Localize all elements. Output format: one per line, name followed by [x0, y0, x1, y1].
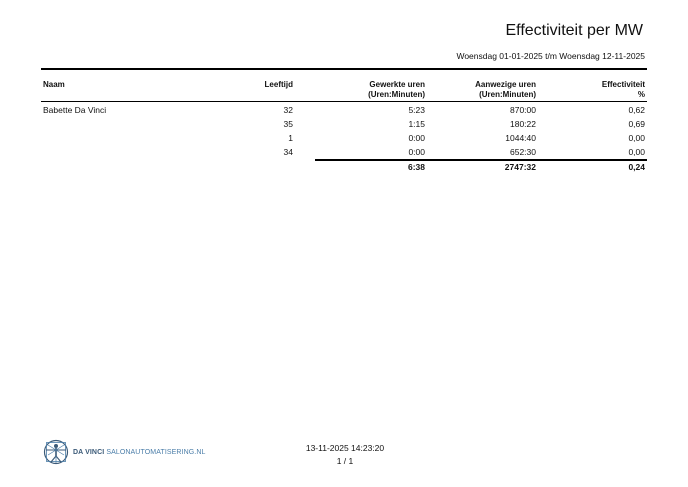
- cell-effectiviteit: 0,00: [628, 133, 645, 143]
- header-aanwezig-line1: Aanwezige uren: [475, 80, 536, 89]
- header-gewerkt-line2: (Uren:Minuten): [368, 90, 425, 99]
- logo-brand: DA VINCI: [73, 448, 105, 456]
- header-leeftijd: [240, 80, 293, 90]
- footer-timestamp: 13-11-2025 14:23:20: [305, 443, 385, 453]
- logo-wordmark: [73, 449, 206, 456]
- cell-gewerkt: 0:00: [408, 133, 425, 143]
- footer-page-number: 1 / 1: [336, 456, 354, 466]
- header-naam: [43, 80, 65, 90]
- cell-leeftijd: 35: [283, 119, 293, 129]
- cell-leeftijd: 1: [288, 133, 293, 143]
- cell-gewerkt: 5:23: [408, 105, 425, 115]
- cell-aanwezig: 180:22: [510, 119, 536, 129]
- cell-effectiviteit: 0,00: [628, 147, 645, 157]
- header-effectiviteit-line2: %: [637, 90, 645, 99]
- top-divider: [41, 68, 647, 70]
- cell-aanwezig: 1044:40: [505, 133, 536, 143]
- report-title: Effectiviteit per MW: [505, 22, 643, 39]
- cell-gewerkt: 0:00: [408, 147, 425, 157]
- cell-leeftijd: 32: [283, 105, 293, 115]
- header-effectiviteit: [570, 80, 645, 100]
- header-gewerkt: [335, 80, 425, 100]
- cell-aanwezig: 870:00: [510, 105, 536, 115]
- header-leeftijd-label: Leeftijd: [264, 80, 293, 89]
- header-naam-label: Naam: [43, 80, 65, 89]
- total-aanwezig: 2747:32: [504, 162, 536, 172]
- logo-site: SALONAUTOMATISERING.NL: [106, 448, 206, 456]
- vitruvian-man-icon: [43, 439, 69, 465]
- header-divider: [41, 101, 647, 102]
- header-aanwezig-line2: (Uren:Minuten): [479, 90, 536, 99]
- header-aanwezig: [446, 80, 536, 100]
- header-gewerkt-line1: Gewerkte uren: [369, 80, 425, 89]
- header-effectiviteit-line1: Effectiviteit: [601, 80, 645, 89]
- total-gewerkt: 6:38: [407, 162, 425, 172]
- totals-divider: [315, 159, 647, 161]
- total-effectiviteit: 0,24: [628, 162, 645, 172]
- company-logo: [43, 438, 206, 466]
- cell-gewerkt: 1:15: [408, 119, 425, 129]
- cell-leeftijd: 34: [283, 147, 293, 157]
- cell-aanwezig: 652:30: [510, 147, 536, 157]
- cell-effectiviteit: 0,69: [628, 119, 645, 129]
- cell-naam: Babette Da Vinci: [43, 105, 107, 115]
- cell-effectiviteit: 0,62: [628, 105, 645, 115]
- report-period: Woensdag 01-01-2025 t/m Woensdag 12-11-2025: [456, 51, 645, 61]
